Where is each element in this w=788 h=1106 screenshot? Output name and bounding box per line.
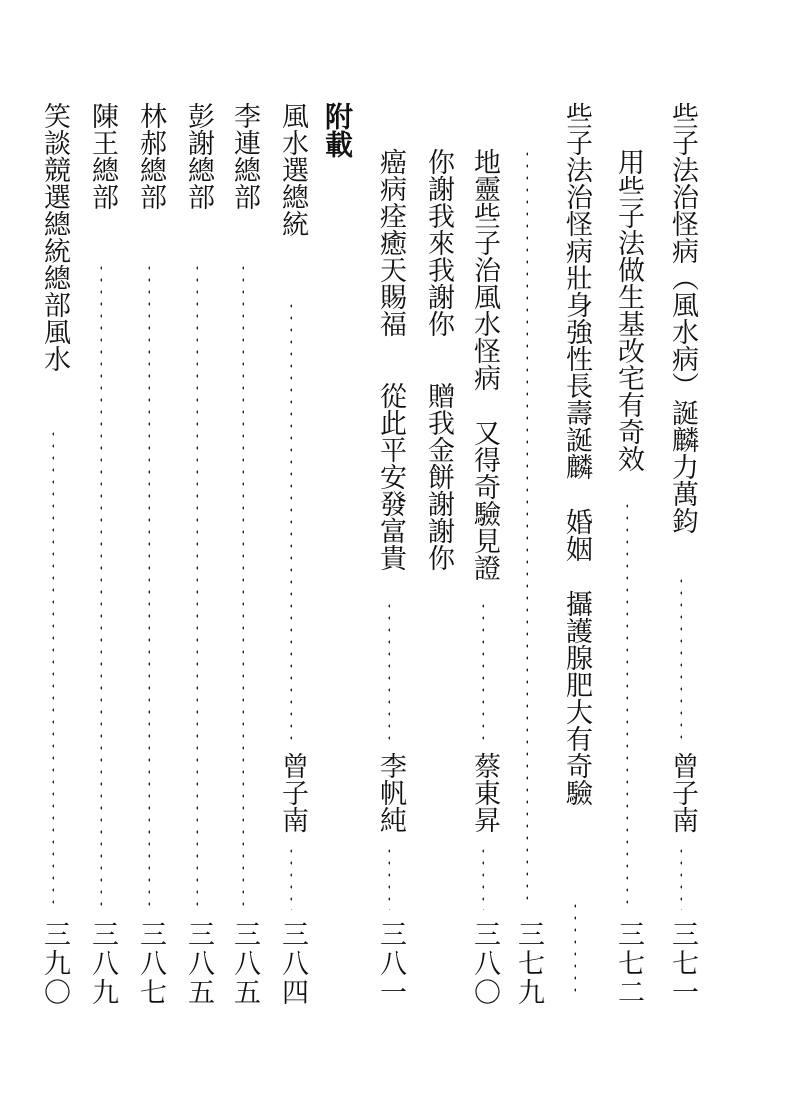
- toc-entry-5-page: 三八〇: [469, 920, 500, 1007]
- toc-entry-6-title-b: 贈我金餅謝謝你: [423, 382, 454, 571]
- appendix-leader-5: [100, 262, 102, 910]
- leader-dots-1b: [680, 845, 682, 910]
- appendix-heading-text: 附載: [321, 102, 354, 158]
- leader-dots-4: [526, 148, 528, 908]
- appendix-item-3-page: 三八五: [183, 920, 214, 1007]
- appendix-item-4-page: 三八七: [135, 920, 166, 1007]
- appendix-item-5-page: 三八九: [87, 920, 118, 1007]
- toc-entry-7-title-a: 癌病痊癒天賜福: [375, 148, 406, 337]
- toc-entry-5-title-b: 又得奇驗見證: [469, 419, 500, 581]
- toc-entry-1-title: 些子法治怪病（風水病）誕麟力萬鈞: [667, 102, 698, 534]
- leader-dots-2: [626, 500, 628, 910]
- toc-entry-3-title-a: 些子法治怪病壯身強性長壽誕麟: [561, 102, 592, 480]
- toc-entry-3-title-c: 攝護腺肥大有奇驗: [561, 590, 592, 806]
- leader-dots-7: [388, 600, 390, 740]
- appendix-item-1-page: 三八四: [277, 920, 308, 1007]
- toc-entry-7-author: 李帆純: [375, 752, 406, 833]
- leader-dots-3: [574, 900, 576, 1000]
- appendix-item-2-page: 三八五: [229, 920, 260, 1007]
- appendix-leader-1: [290, 300, 292, 740]
- toc-entry-2-title: 用些子法做生基改宅有奇效: [613, 148, 644, 472]
- toc-entry-5-author: 蔡東昇: [469, 752, 500, 833]
- leader-dots-1: [680, 575, 682, 740]
- toc-entry-7-page: 三八一: [375, 920, 406, 1007]
- toc-entry-7-title: [370, 148, 410, 571]
- toc-entry-7-title-b: 從此平安發富貴: [375, 382, 406, 571]
- appendix-item-6-title: 笑談競選總統總部風水: [39, 102, 70, 372]
- toc-entry-6-title-a: 你謝我來我謝你: [423, 148, 454, 337]
- toc-entry-1-author: 曾子南: [667, 752, 698, 833]
- leader-dots-7b: [388, 845, 390, 910]
- toc-entry-5-title: [464, 148, 504, 581]
- appendix-heading: [318, 102, 358, 158]
- appendix-item-1-author: 曾子南: [277, 752, 308, 833]
- appendix-item-2-title: 李連總部: [229, 102, 260, 210]
- appendix-leader-4: [148, 262, 150, 910]
- appendix-leader-2: [242, 262, 244, 910]
- appendix-item-5-title: 陳王總部: [87, 102, 118, 210]
- leader-dots-5: [482, 600, 484, 740]
- leader-dots-5b: [482, 845, 484, 910]
- appendix-item-6-page: 三九〇: [39, 920, 70, 1007]
- appendix-leader-1b: [290, 845, 292, 910]
- toc-entry-1-page: 三七一: [667, 920, 698, 1007]
- toc-entry-2-page: 三七二: [613, 920, 644, 1007]
- toc-entry-3-title-b: 婚姻: [561, 508, 592, 562]
- toc-entry-6-title: [418, 148, 458, 571]
- appendix-item-4-title: 林郝總部: [135, 102, 166, 210]
- toc-entry-5-title-a: 地靈些子治風水怪病: [469, 148, 500, 391]
- appendix-leader-6: [52, 428, 54, 910]
- appendix-item-1-title: 風水選總統: [277, 102, 308, 237]
- appendix-item-3-title: 彭謝總部: [183, 102, 214, 210]
- appendix-leader-3: [196, 262, 198, 910]
- toc-entry-3-title: [556, 102, 596, 806]
- toc-entry-4-page: 三七九: [513, 920, 544, 1007]
